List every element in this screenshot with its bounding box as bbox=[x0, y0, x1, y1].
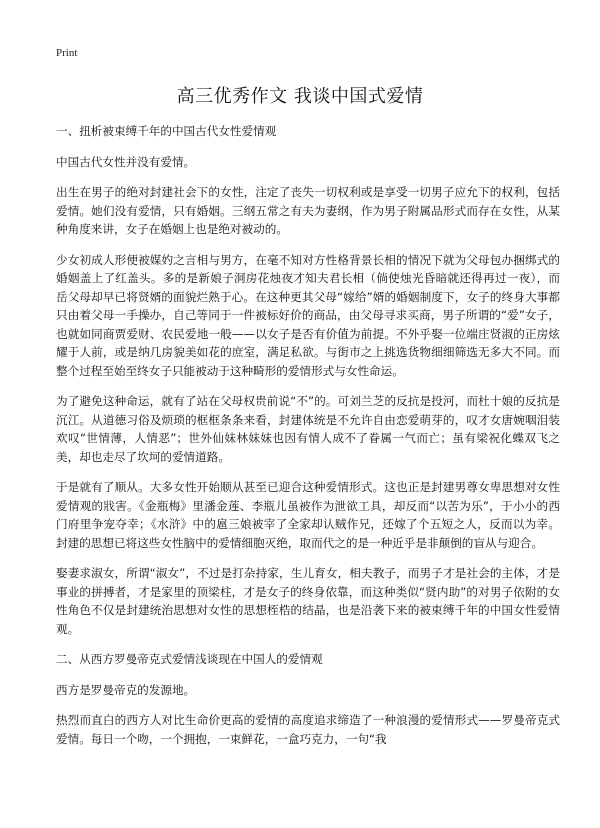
section-heading-2: 二、从西方罗曼帝克式爱情浅谈现在中国人的爱情观 bbox=[56, 652, 323, 666]
paragraph-3: 少女初成人形便被媒妁之言相与男方，在毫不知对方性格背景长相的情况下就为父母包办捆绑式的婚姻盖上了红盖头。多的是新娘子洞房花烛夜才知夫君长相（倘使烛光昏暗就还得再过一夜），而岳父母却早已将贤婿的面貌烂熟于心。在这种更其父母“嫁给”婿的婚姻制度下，女子的终身大事都只由着父母一手操办，自己等同于一件被标好价的商品，由父母寻求买商，男子所谓的“爱”女子，也就如同商贾爱财、农民爱地一般——以女子是否有价值为前提。不外乎娶一位端庄贤淑的正房炫耀于人前，或是纳几房貌美如花的庶室，满足私欲。与街市之上挑选货物细细筛选无多大不同。而整个过程至始至终女子只能被动于这种畸形的爱情形式与女性命运。 bbox=[56, 252, 560, 378]
page-title: 高三优秀作文 我谈中国式爱情 bbox=[176, 86, 424, 107]
paragraph-7: 西方是罗曼帝克的发源地。 bbox=[56, 682, 196, 697]
section-heading-1: 一、扭析被束缚千年的中国古代女性爱情观 bbox=[56, 124, 277, 138]
paragraph-6: 娶妻求淑女，所谓“淑女”，不过是打杂持家，生儿育女，相夫教子，而男子才是社会的主体，才是事业的拼搏者，才是家里的顶梁柱，才是女子的终身依靠，而这种类似“贤内助”的对男子依附的女性角色不仅是封建统治思想对女性的思想桎梏的结晶，也是沿袭下来的被束缚千年的中国女性爱情观。 bbox=[56, 566, 560, 636]
paragraph-5: 于是就有了顺从。大多女性开始顺从甚至已迎合这种爱情形式。这也正是封建男尊女卑思想对女性爱情观的戕害。《金瓶梅》里潘金莲、李瓶儿虽被作为泄欲工具，却反而“以苦为乐”，于小小的西门府里争宠夺幸；《水浒》中的扈三娘被宰了全家却认贼作兄，还嫁了个五短之人，反而以为幸。封建的思想已将这些女性脑中的爱情细胞灭绝，取而代之的是一种近乎是非颠倒的盲从与迎合。 bbox=[56, 480, 560, 550]
paragraph-4: 为了避免这种命运，就有了站在父母权贵前说“不”的。可刘兰芝的反抗是投河，而杜十娘的反抗是沉江。从道德习俗及烦琐的框框条条来看，封建体统是不允许自由恋爱萌芽的，叹才女唐婉咽泪装欢叹“世情薄，人情恶”；世外仙妹林妹妹也因有情人成不了眷属一气而亡；虽有梁祝化蝶双飞之美，却也走尽了坎坷的爱情道路。 bbox=[56, 394, 560, 464]
paragraph-1: 中国古代女性并没有爱情。 bbox=[56, 154, 196, 169]
article-body bbox=[56, 122, 560, 760]
paragraph-8: 热烈而直白的西方人对比生命价更高的爱情的高度追求缔造了一种浪漫的爱情形式——罗曼帝克式爱情。每日一个吻，一个拥抱，一束鲜花，一盒巧克力，一句“我 bbox=[56, 713, 560, 746]
paragraph-2: 出生在男子的绝对封建社会下的女性，注定了丧失一切权利或是享受一切男子应允下的权利，包括爱情。她们没有爱情，只有婚姻。三纲五常之有夫为妻纲，作为男子附属品形式而存在女性，从某种角度来讲，女子在婚姻上也是绝对被动的。 bbox=[56, 185, 560, 236]
print-label: Print bbox=[56, 47, 78, 59]
